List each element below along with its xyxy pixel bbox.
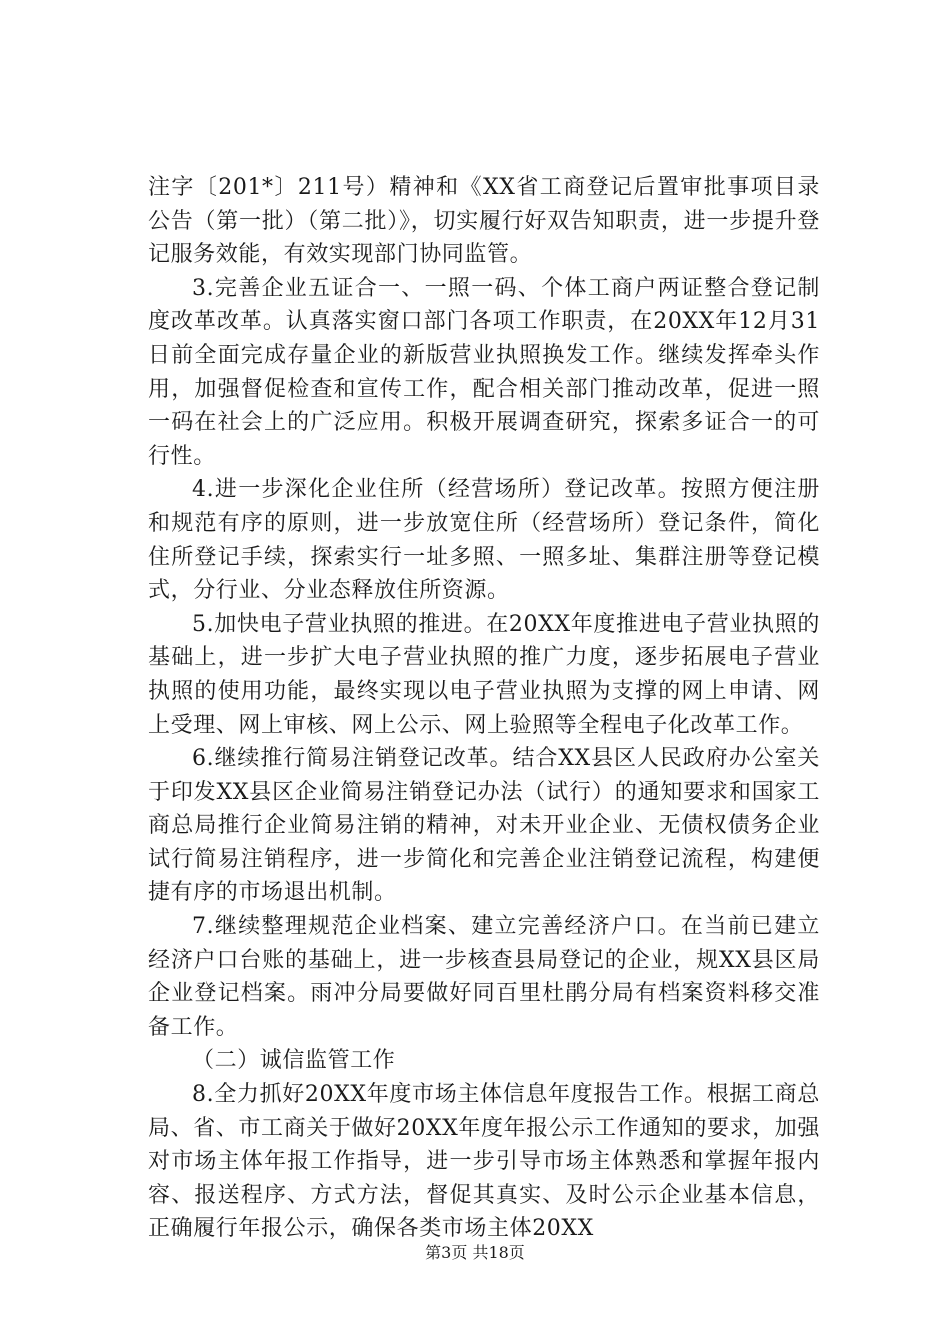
page-number-label: 第3页 共18页 xyxy=(425,1243,525,1262)
page-footer xyxy=(0,1243,950,1263)
section-subheading: （二）诚信监管工作 xyxy=(192,1048,396,1074)
paragraph-item-6: 6.继续推行简易注销登记改革。结合XX县区人民政府办公室关于印发XX县区企业简易注销登记办法（试行）的通知要求和国家工商总局推行企业简易注销的精神，对未开业企业、无债权债务企业试行简易注销程序，进一步简化和完善企业注销登记流程，构建便捷有序的市场退出机制。 xyxy=(148,746,820,906)
paragraph-item-4: 4.进一步深化企业住所（经营场所）登记改革。按照方便注册和规范有序的原则，进一步放宽住所（经营场所）登记条件，简化住所登记手续，探索实行一址多照、一照多址、集群注册等登记模式，分行业、分业态释放住所资源。 xyxy=(148,477,820,604)
paragraph-item-7: 7.继续整理规范企业档案、建立完善经济户口。在当前已建立经济户口台账的基础上，进一步核查县局登记的企业，规XX县区局企业登记档案。雨冲分局要做好同百里杜鹃分局有档案资料移交准备工作。 xyxy=(148,914,820,1040)
paragraph-continuation: 注字〔201*〕211号）精神和《XX省工商登记后置审批事项目录公告（第一批）（第二批）》，切实履行好双告知职责，进一步提升登记服务效能，有效实现部门协同监管。 xyxy=(148,175,820,268)
document-body xyxy=(148,171,820,1246)
paragraph-item-8: 8.全力抓好20XX年度市场主体信息年度报告工作。根据工商总局、省、市工商关于做好20XX年度年报公示工作通知的要求，加强对市场主体年报工作指导，进一步引导市场主体熟悉和掌握年报内容、报送程序、方式方法，督促其真实、及时公示企业基本信息，正确履行年报公示，确保各类市场主体20XX xyxy=(148,1082,820,1242)
paragraph-item-5: 5.加快电子营业执照的推进。在20XX年度推进电子营业执照的基础上，进一步扩大电子营业执照的推广力度，逐步拓展电子营业执照的使用功能，最终实现以电子营业执照为支撑的网上申请、网上受理、网上审核、网上公示、网上验照等全程电子化改革工作。 xyxy=(148,611,820,738)
paragraph-item-3: 3.完善企业五证合一、一照一码、个体工商户两证整合登记制度改革改革。认真落实窗口部门各项工作职责，在20XX年12月31日前全面完成存量企业的新版营业执照换发工作。继续发挥牵头作用，加强督促检查和宣传工作，配合相关部门推动改革，促进一照一码在社会上的广泛应用。积极开展调查研究，探索多证合一的可行性。 xyxy=(148,275,820,469)
